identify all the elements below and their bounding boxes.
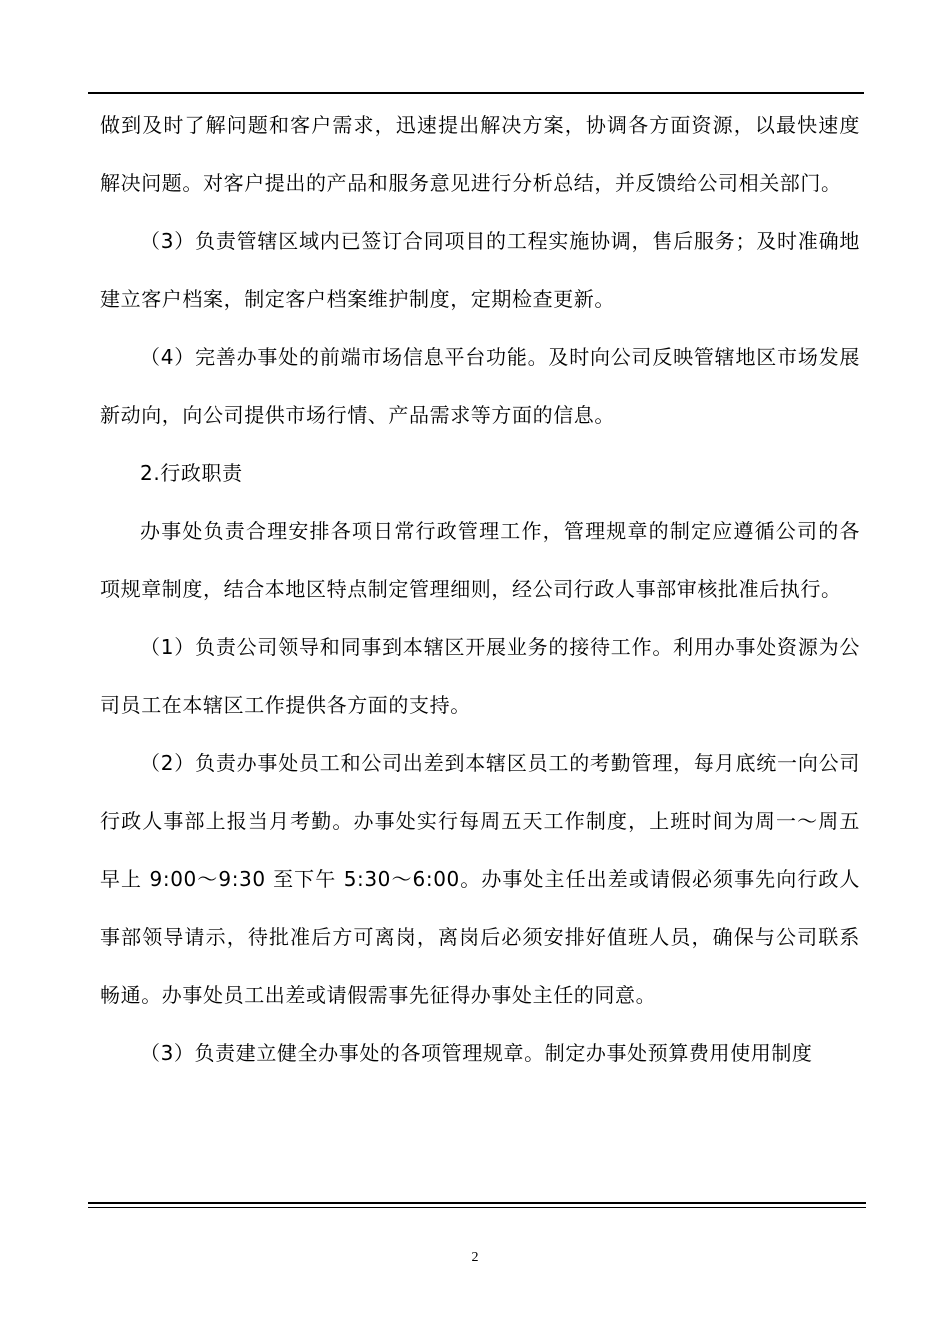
paragraph-5: 办事处负责合理安排各项日常行政管理工作，管理规章的制定应遵循公司的各项规章制度，结合本地区特点制定管理细则，经公司行政人事部审核批准后执行。 xyxy=(100,519,860,601)
paragraph-6: （1）负责公司领导和同事到本辖区开展业务的接待工作。利用办事处资源为公司员工在本辖区工作提供各方面的支持。 xyxy=(100,635,860,717)
paragraph-3: （4）完善办事处的前端市场信息平台功能。及时向公司反映管辖地区市场发展新动向，向公司提供市场行情、产品需求等方面的信息。 xyxy=(100,345,860,427)
footer-rule-thick xyxy=(88,1202,866,1204)
section-heading-admin: 2.行政职责 xyxy=(140,461,243,485)
paragraph-8: （3）负责建立健全办事处的各项管理规章。制定办事处预算费用使用制度 xyxy=(140,1041,813,1065)
paragraph-1: 做到及时了解问题和客户需求，迅速提出解决方案，协调各方面资源，以最快速度解决问题。对客户提出的产品和服务意见进行分析总结，并反馈给公司相关部门。 xyxy=(100,113,860,195)
header-rule xyxy=(88,92,864,94)
paragraph-7: （2）负责办事处员工和公司出差到本辖区员工的考勤管理，每月底统一向公司行政人事部上报当月考勤。办事处实行每周五天工作制度，上班时间为周一～周五早上 9:00～9:30 至下午 5:30～6:00。办事处主任出差或请假必须事先向行政人事部领导请示，待批准后方可离岗，离岗后必须安排好值班人员，确保与公司联系畅通。办事处员工出差或请假需事先征得办事处主任的同意。 xyxy=(100,751,860,1007)
footer-rule-thin xyxy=(88,1207,866,1208)
page-number: 2 xyxy=(471,1250,479,1265)
paragraph-2: （3）负责管辖区域内已签订合同项目的工程实施协调，售后服务；及时准确地建立客户档案，制定客户档案维护制度，定期检查更新。 xyxy=(100,229,860,311)
document-body xyxy=(100,96,860,1082)
